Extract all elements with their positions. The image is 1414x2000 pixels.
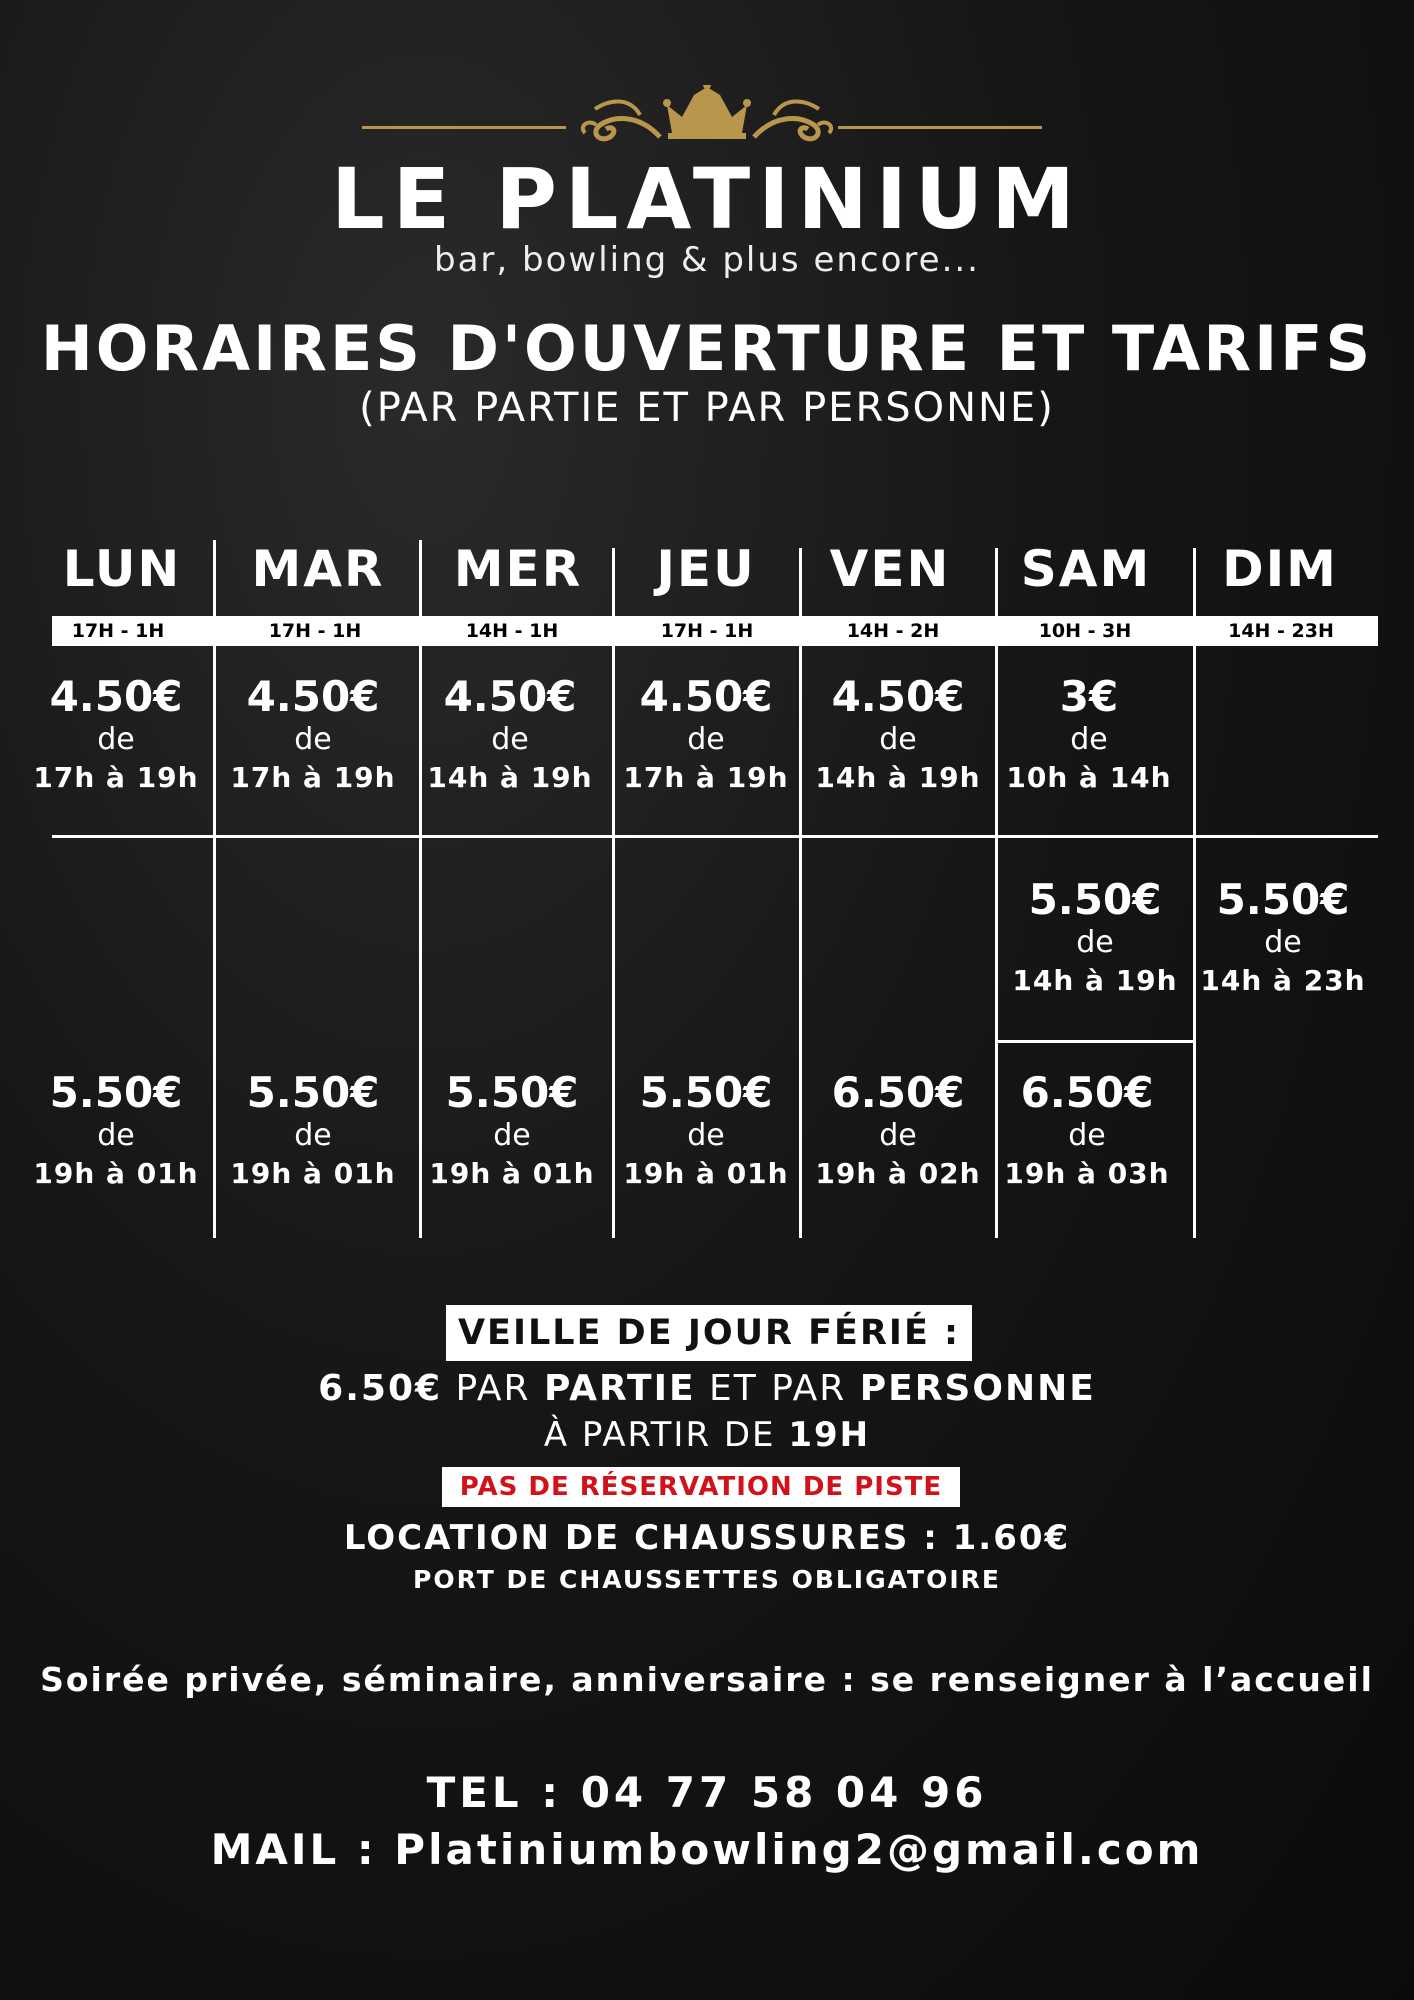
logo-line-left	[362, 126, 566, 129]
price-value: 5.50€	[639, 1068, 773, 1117]
day-name-lun: LUN	[62, 540, 182, 598]
price-range: 19h à 01h	[623, 1157, 789, 1190]
price-range: 14h à 19h	[1012, 964, 1178, 997]
price-range: 19h à 03h	[1004, 1157, 1170, 1190]
hours-ven: 14H - 2H	[846, 620, 940, 642]
holiday-time-line	[0, 1415, 1414, 1455]
crown-icon	[0, 85, 1414, 145]
price-value: 5.50€	[445, 1068, 579, 1117]
price-range: 14h à 19h	[815, 761, 981, 794]
price-de: de	[1070, 722, 1108, 757]
grid-divider	[213, 540, 216, 1238]
price-cell-sam-early	[994, 672, 1184, 798]
price-de: de	[1076, 925, 1114, 960]
price-de: de	[97, 722, 135, 757]
price-value: 4.50€	[831, 672, 965, 721]
price-value: 4.50€	[443, 672, 577, 721]
price-value: 6.50€	[831, 1068, 965, 1117]
price-cell-sam-evening	[992, 1068, 1182, 1194]
price-range: 17h à 19h	[623, 761, 789, 794]
logo-ornament	[0, 85, 1414, 145]
price-range: 10h à 14h	[1006, 761, 1172, 794]
price-value: 3€	[1059, 672, 1119, 721]
day-name-jeu: JEU	[656, 540, 756, 598]
holiday-par: PAR	[455, 1368, 531, 1409]
price-range: 19h à 02h	[815, 1157, 981, 1190]
price-range: 19h à 01h	[33, 1157, 199, 1190]
page-subtitle: (PAR PARTIE ET PAR PERSONNE)	[359, 385, 1055, 431]
day-name-dim: DIM	[1222, 540, 1338, 598]
hours-lun: 17H - 1H	[71, 620, 165, 642]
price-value: 4.50€	[49, 672, 183, 721]
price-value: 5.50€	[49, 1068, 183, 1117]
price-range: 17h à 19h	[33, 761, 199, 794]
contact-email: MAIL : Platiniumbowling2@gmail.com	[210, 1825, 1204, 1874]
day-name-mar: MAR	[251, 540, 385, 598]
price-value: 5.50€	[1216, 875, 1350, 924]
price-de: de	[879, 1118, 917, 1153]
logo-subtitle: bar, bowling & plus encore...	[434, 240, 980, 280]
price-cell-jeu-early	[611, 672, 801, 798]
price-range: 19h à 01h	[230, 1157, 396, 1190]
price-cell-dim-afternoon	[1188, 875, 1378, 1001]
holiday-from: À PARTIR DE	[543, 1415, 776, 1455]
price-value: 5.50€	[246, 1068, 380, 1117]
price-de: de	[879, 722, 917, 757]
price-cell-mer-evening	[417, 1068, 607, 1194]
holiday-partie: PARTIE	[544, 1368, 696, 1409]
page-title: HORAIRES D'OUVERTURE ET TARIFS	[40, 312, 1374, 385]
logo-line-right	[838, 126, 1042, 129]
hours-mer: 14H - 1H	[465, 620, 559, 642]
holiday-personne: PERSONNE	[859, 1368, 1096, 1409]
price-de: de	[1264, 925, 1302, 960]
price-de: de	[491, 722, 529, 757]
price-de: de	[687, 722, 725, 757]
holiday-price: 6.50€	[318, 1368, 443, 1409]
socks-notice: PORT DE CHAUSSETTES OBLIGATOIRE	[413, 1565, 1001, 1594]
hours-sam: 10H - 3H	[1038, 620, 1132, 642]
price-range: 19h à 01h	[429, 1157, 595, 1190]
price-value: 6.50€	[1020, 1068, 1154, 1117]
hours-mar: 17H - 1H	[268, 620, 362, 642]
price-de: de	[687, 1118, 725, 1153]
price-de: de	[294, 722, 332, 757]
holiday-from-time: 19H	[788, 1415, 871, 1455]
price-value: 4.50€	[246, 672, 380, 721]
price-de: de	[97, 1118, 135, 1153]
shoe-rental-line: LOCATION DE CHAUSSURES : 1.60€	[343, 1518, 1071, 1558]
hours-jeu: 17H - 1H	[660, 620, 754, 642]
price-cell-jeu-evening	[611, 1068, 801, 1194]
price-cell-mar-evening	[218, 1068, 408, 1194]
price-range: 14h à 19h	[427, 761, 593, 794]
day-name-mer: MER	[453, 540, 583, 598]
price-cell-mer-early	[415, 672, 605, 798]
holiday-price-line	[0, 1368, 1414, 1409]
price-de: de	[294, 1118, 332, 1153]
price-cell-ven-early	[803, 672, 993, 798]
holiday-et-par: ET PAR	[709, 1368, 847, 1409]
price-range: 14h à 23h	[1200, 964, 1366, 997]
price-cell-lun-evening	[21, 1068, 211, 1194]
price-cell-lun-early	[21, 672, 211, 798]
price-de: de	[493, 1118, 531, 1153]
hours-dim: 14H - 23H	[1228, 620, 1334, 642]
day-name-ven: VEN	[829, 540, 951, 598]
grid-row-divider	[997, 1040, 1194, 1043]
reservation-notice: PAS DE RÉSERVATION DE PISTE	[459, 1472, 943, 1502]
grid-row-divider	[52, 835, 1378, 838]
price-value: 4.50€	[639, 672, 773, 721]
holiday-label: VEILLE DE JOUR FÉRIÉ :	[457, 1313, 961, 1353]
day-name-sam: SAM	[1020, 540, 1152, 598]
price-cell-sam-afternoon	[1000, 875, 1190, 1001]
events-info: Soirée privée, séminaire, anniversaire : se renseigner à l’accueil	[40, 1660, 1374, 1699]
contact-phone: TEL : 04 77 58 04 96	[426, 1768, 988, 1817]
price-cell-ven-evening	[803, 1068, 993, 1194]
logo-title: LE PLATINIUM	[331, 150, 1083, 248]
price-de: de	[1068, 1118, 1106, 1153]
price-value: 5.50€	[1028, 875, 1162, 924]
price-cell-mar-early	[218, 672, 408, 798]
price-range: 17h à 19h	[230, 761, 396, 794]
